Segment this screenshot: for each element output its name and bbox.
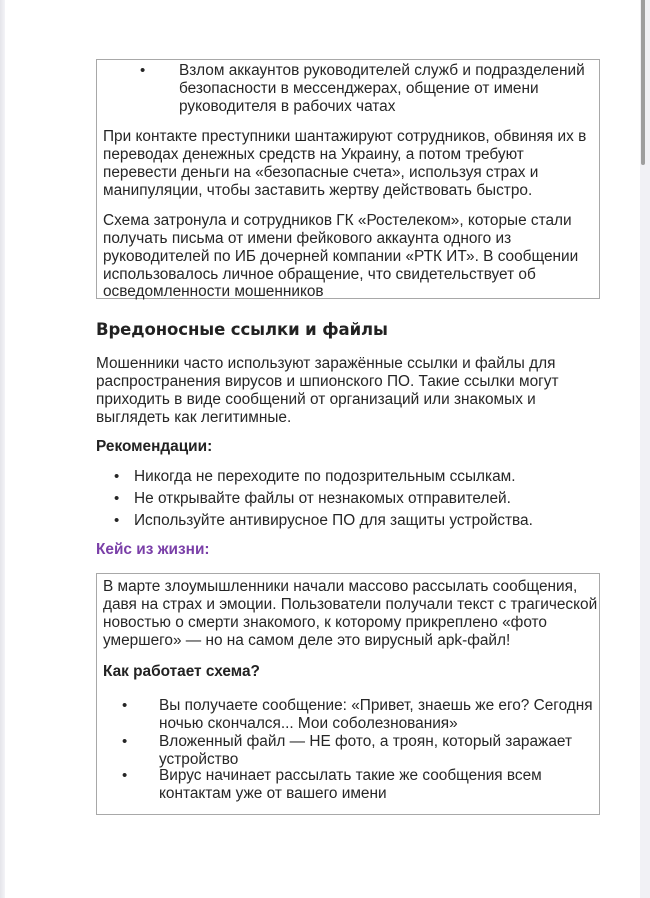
recommendation-text: Используйте антивирусное ПО для защиты устройства. xyxy=(134,512,533,529)
section-intro-line-3: приходить в виде сообщений от организаций или знакомых и xyxy=(96,391,536,408)
step-bullet: • xyxy=(122,767,128,784)
recommendation-text: Никогда не переходите по подозрительным ссылкам. xyxy=(134,468,516,485)
step-bullet: • xyxy=(122,697,128,714)
recommendation-text: Не открывайте файлы от незнакомых отправителей. xyxy=(134,490,511,507)
section-title: Вредоносные ссылки и файлы xyxy=(96,320,388,339)
section-intro-line-1: Мошенники часто используют заражённые ссылки и файлы для xyxy=(96,355,556,372)
box1-bullet-line-3: руководителя в рабочих чатах xyxy=(179,98,396,115)
recommendations-title: Рекомендации: xyxy=(96,438,213,455)
step-1-line-1: Вы получаете сообщение: «Привет, знаешь же его? Сегодня xyxy=(159,697,593,714)
bullet: • xyxy=(114,490,120,507)
box1-para1-line-1: При контакте преступники шантажируют сотрудников, обвиняя их в xyxy=(103,128,587,145)
step-3-line-1: Вирус начинает рассылать такие же сообщения всем xyxy=(159,767,542,784)
box2-para-line-3: новостью о смерти знакомого, к которому прикреплено «фото xyxy=(103,614,547,631)
box1-bullet-line-2: безопасности в мессенджерах, общение от имени xyxy=(179,80,539,97)
section-intro-line-4: выглядеть как легитимные. xyxy=(96,409,292,426)
box1-para2-line-4: использовалось личное обращение, что свидетельствует об xyxy=(103,266,536,283)
box1-para2-line-2: получать письма от имени фейкового аккаунта одного из xyxy=(103,230,512,247)
box1-para1-line-2: переводах денежных средств на Украину, а потом требуют xyxy=(103,146,524,163)
recommendation-item xyxy=(96,512,600,534)
case-title: Кейс из жизни: xyxy=(96,541,210,558)
recommendation-item xyxy=(96,468,600,490)
bullet: • xyxy=(114,512,120,529)
left-edge-shadow xyxy=(0,0,5,898)
step-bullet: • xyxy=(122,733,128,750)
scheme-title: Как работает схема? xyxy=(103,663,260,680)
box1-bullet: • xyxy=(140,62,146,79)
recommendations-list xyxy=(96,468,600,534)
box2-para-line-1: В марте злоумышленники начали массово рассылать сообщения, xyxy=(103,578,578,595)
box1-para2-line-3: руководителей по ИБ дочерней компании «РТК ИТ». В сообщении xyxy=(103,248,579,265)
box1-para2-line-5: осведомленности мошенников xyxy=(103,283,324,300)
step-2-line-1: Вложенный файл — НЕ фото, а троян, который заражает xyxy=(159,733,572,750)
box1-para1-line-4: манипуляции, чтобы заставить жертву действовать быстро. xyxy=(103,182,533,199)
box2-para-line-4: умершего» — но на самом деле это вирусный apk-файл! xyxy=(103,632,511,649)
box2-para-line-2: давя на страх и эмоции. Пользователи получали текст с трагической xyxy=(103,596,598,613)
recommendation-item xyxy=(96,490,600,512)
step-3-line-2: контактам уже от вашего имени xyxy=(159,785,387,802)
step-1-line-2: ночью скончался... Мои соболезнования» xyxy=(159,715,458,732)
section-intro-line-2: распространения вирусов и шпионского ПО. Такие ссылки могут xyxy=(96,373,559,390)
step-2-line-2: устройство xyxy=(159,751,239,768)
box1-para2-line-1: Схема затронула и сотрудников ГК «Ростелеком», которые стали xyxy=(103,212,572,229)
bullet: • xyxy=(114,468,120,485)
box1-para1-line-3: перевести деньги на «безопасные счета», используя страх и xyxy=(103,164,539,181)
scrollbar-thumb[interactable] xyxy=(641,0,645,165)
box1-bullet-line-1: Взлом аккаунтов руководителей служб и подразделений xyxy=(179,62,585,79)
